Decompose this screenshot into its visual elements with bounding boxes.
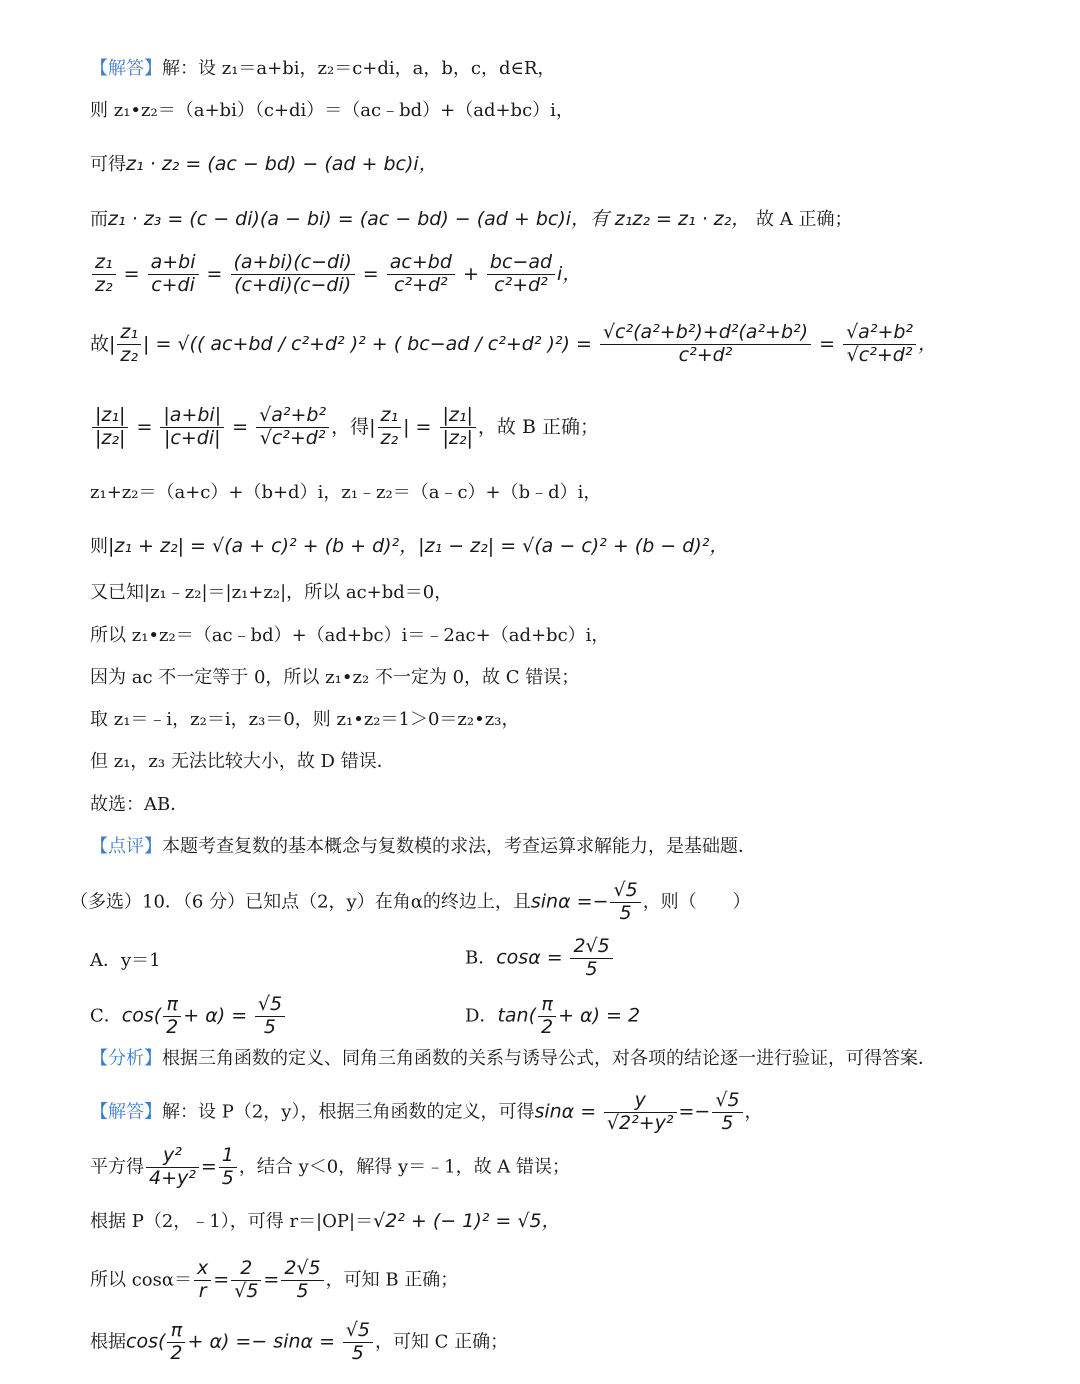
q9-solution-line-13: 取 z₁＝﹣i，z₂＝i，z₃＝0，则 z₁•z₂＝1＞0＝z₂•z₃， <box>90 709 520 730</box>
numerator: z₁ <box>117 322 141 345</box>
text: 所以 cosα＝ <box>90 1269 193 1291</box>
numerator: y <box>604 1090 677 1113</box>
numerator: √5 <box>255 994 285 1017</box>
text: 而 <box>90 209 108 230</box>
numerator: √a²+b² <box>843 322 916 345</box>
denominator: 5 <box>721 1111 734 1134</box>
math-expression: tan( <box>497 1004 536 1027</box>
denominator: √c²+d² <box>846 343 913 366</box>
math-expression: √2² + (− 1)² = √5， <box>373 1210 561 1232</box>
numerator: bc−ad <box>487 252 555 275</box>
text: 解：设 z₁＝a+bi，z₂＝c+di，a，b，c，d∈R， <box>162 58 556 79</box>
denominator: 4+y² <box>149 1166 196 1189</box>
numerator: |z₁| <box>92 405 128 428</box>
q10-solution-line-4: 所以 cosα＝ $\frac{x}{r}$ = $\frac{2}{√5}$ = $\frac{2√5}{5}$ ，可知 B 正确； <box>90 1257 459 1302</box>
fraction <box>160 405 224 450</box>
text: 根据 P（2，﹣1），可得 r＝|OP|＝ <box>90 1211 374 1232</box>
denominator: 5 <box>351 1341 364 1364</box>
denominator: c²+d² <box>678 343 733 366</box>
option-b <box>465 936 615 981</box>
numerator: a+bi <box>148 252 199 275</box>
fraction <box>231 252 355 297</box>
numerator: (a+bi)(c−di) <box>231 252 355 275</box>
denominator: c+di <box>151 273 195 296</box>
math-expression: cos( <box>126 1330 166 1353</box>
numerator: x <box>194 1258 211 1281</box>
fraction <box>146 1145 199 1190</box>
text: ，结合 y＜0，解得 y＝﹣1，故 A 错误； <box>238 1156 571 1178</box>
text: 则 <box>90 536 108 557</box>
denominator: r <box>198 1279 207 1302</box>
q9-comment <box>90 838 756 856</box>
q10-solution-line-1 <box>90 1090 763 1135</box>
denominator: |z₂| <box>442 426 473 449</box>
q10-solution-line-2 <box>90 1145 570 1190</box>
numerator: π <box>163 994 181 1017</box>
q9-final-answer: 故选：AB． <box>90 794 189 815</box>
q10-solution-line-5 <box>90 1320 508 1365</box>
q9-solution-line-12: 因为 ac 不一定等于 0，所以 z₁•z₂ 不一定为 0，故 C 错误； <box>90 667 580 688</box>
numerator: z₁ <box>378 405 402 428</box>
text: D． <box>465 1005 498 1027</box>
text: 故 <box>90 332 110 355</box>
q9-solution-line-14: 但 z₁，z₃ 无法比较大小，故 D 错误． <box>90 751 395 772</box>
numerator: π <box>167 1320 185 1343</box>
math-expression: + α) = 2 <box>558 1004 641 1027</box>
text: （多选）10．（6 分）已知点（2，y）在角α的终边上，且 <box>70 891 531 913</box>
denominator: z₂ <box>95 273 113 296</box>
fraction <box>163 994 181 1039</box>
text: ，可知 B 正确； <box>325 1269 459 1291</box>
text: ，可知 C 正确； <box>374 1331 509 1353</box>
text: 平方得 <box>90 1156 144 1178</box>
comment-tag: 【点评】 <box>90 836 162 857</box>
math-expression: sinα =− <box>530 890 609 913</box>
fraction <box>440 405 476 450</box>
denominator: 2 <box>170 1341 183 1364</box>
q9-solution-line-10: 又已知|z₁﹣z₂|＝|z₁+z₂|，所以 ac+bd＝0， <box>90 582 453 603</box>
option-a: A．y＝1 <box>90 950 161 971</box>
fraction <box>387 252 455 297</box>
math-expression: sinα = <box>534 1100 597 1123</box>
numerator: √5 <box>712 1090 742 1113</box>
text: ，则（ ） <box>642 891 751 913</box>
text: B． <box>465 947 497 969</box>
option-c <box>90 994 287 1039</box>
fraction <box>343 1320 373 1365</box>
denominator: |c+di| <box>164 426 221 449</box>
fraction <box>219 1145 237 1190</box>
fraction <box>92 405 128 450</box>
math-expression: cosα = <box>496 946 563 969</box>
q9-solution-line-2: 则 z₁•z₂＝（a+bi）（c+di）＝（ac﹣bd）+（ad+bc）i， <box>90 100 574 121</box>
q9-conjugate-line <box>90 155 438 174</box>
fraction <box>256 405 329 450</box>
fraction <box>600 322 811 367</box>
math-expression: + α) =− sinα = <box>187 1330 336 1353</box>
text: 根据三角函数的定义、同角三角函数的关系与诱导公式，对各项的结论逐一进行验证，可得答案． <box>162 1048 936 1069</box>
numerator: 2√5 <box>281 1258 323 1281</box>
math-expression: z₁ · z₂ = (ac − bd) − (ad + bc)i， <box>126 153 438 175</box>
text: C． <box>90 1005 122 1027</box>
denominator: c²+d² <box>494 273 548 296</box>
denominator: √c²+d² <box>259 426 326 449</box>
fraction <box>148 252 199 297</box>
numerator: √c²(a²+b²)+d²(a²+b²) <box>600 322 811 345</box>
denominator: 2 <box>541 1015 554 1038</box>
math-expression: + α) = <box>183 1004 248 1027</box>
denominator: |z₂| <box>95 426 126 449</box>
fraction <box>843 322 916 367</box>
fraction <box>255 994 285 1039</box>
fraction <box>538 994 556 1039</box>
q9-conjugate-product-line <box>90 210 852 229</box>
math-expression: z₁ · z₃ = (c − di)(a − bi) = (ac − bd) − (ad + bc)i，有 <box>108 208 610 230</box>
fraction <box>167 1320 185 1365</box>
q10-analysis <box>90 1050 936 1068</box>
denominator: 5 <box>263 1015 276 1038</box>
q9-solution-line-11: 所以 z₁•z₂＝（ac﹣bd）+（ad+bc）i＝﹣2ac+（ad+bc）i， <box>90 625 610 646</box>
text: ， <box>744 1101 763 1123</box>
math-expression: = <box>200 1155 217 1178</box>
answer-tag: 【解答】 <box>90 1101 162 1123</box>
denominator: z₂ <box>380 426 399 449</box>
numerator: √a²+b² <box>256 405 329 428</box>
numerator: √5 <box>343 1320 373 1343</box>
denominator: 5 <box>221 1166 234 1189</box>
text: 可得 <box>90 154 126 175</box>
math-expression: cos( <box>121 1004 162 1027</box>
math-expression: z₁z₂ = z₁ · z₂， <box>614 208 751 230</box>
radical-expression: √(( ac+bd / c²+d² )² + ( bc−ad / c²+d² )²) <box>177 332 570 355</box>
numerator: |z₁| <box>440 405 476 428</box>
q9-quotient-line: $\frac{\text{z₁}}{\text{z₂}}$ = $\frac{a+bi}{c+di}$ = $\frac{(a+bi)(c-di)}{(c+di)(c-di)}$ = $\frac{ac+bd}{\text{c²+d²}}$ + $\frac{bc-ad}{\text{c²+d²}}$ i， <box>90 252 581 297</box>
fraction <box>92 252 116 297</box>
denominator: √2²+y² <box>606 1111 674 1134</box>
text: 本题考查复数的基本概念与复数模的求法，考查运算求解能力，是基础题． <box>162 836 756 857</box>
fraction <box>378 405 402 450</box>
q9-solution-line-1 <box>90 60 555 78</box>
denominator: (c+di)(c−di) <box>234 273 352 296</box>
numerator: z₁ <box>92 252 116 275</box>
fraction <box>487 252 555 297</box>
text: 解：设 P（2，y），根据三角函数的定义，可得 <box>162 1101 535 1123</box>
fraction <box>570 936 612 981</box>
numerator: |a+bi| <box>160 405 224 428</box>
numerator: 2 <box>231 1258 261 1281</box>
fraction <box>712 1090 742 1135</box>
denominator: 5 <box>619 901 632 924</box>
denominator: √5 <box>234 1279 259 1302</box>
fraction <box>604 1090 677 1135</box>
denominator: 5 <box>296 1279 309 1302</box>
denominator: c²+d² <box>394 273 448 296</box>
numerator: y² <box>146 1145 199 1168</box>
q9-sum-diff-modulus-line <box>90 537 728 556</box>
text: 根据 <box>90 1331 126 1353</box>
numerator: √5 <box>610 880 640 903</box>
text: ，得 <box>331 415 370 438</box>
math-expression: |z₁ + z₂| = √(a + c)² + (b + d)²，|z₁ − z₂| = √(a − c)² + (b − d)²， <box>108 535 729 557</box>
denominator: z₂ <box>120 343 139 366</box>
answer-tag: 【解答】 <box>90 58 162 79</box>
q9-modulus-line: 故| $\frac{\text{z₁}}{\text{z₂}}$ | = √(( ac+bd / c²+d² )² + ( bc−ad / c²+d² )²) = $\frac{\text{√c²(a²+b²)+d²(a²+b²)}}{\text{c²+d²}}$ = $\frac{\text{√a²+b²}}{\text{√c²+d²}}$ ， <box>90 321 938 366</box>
fraction <box>117 322 141 367</box>
q10-solution-line-3 <box>90 1212 561 1231</box>
option-d <box>465 994 640 1039</box>
text: ，故 B 正确； <box>477 415 599 438</box>
numerator: ac+bd <box>387 252 455 275</box>
fraction <box>194 1258 211 1303</box>
fraction <box>231 1258 261 1303</box>
text: 故 A 正确； <box>756 209 853 230</box>
denominator: 5 <box>585 957 598 980</box>
fraction <box>610 880 640 925</box>
text: i， <box>557 262 582 285</box>
numerator: π <box>538 994 556 1017</box>
numerator: 2√5 <box>570 936 612 959</box>
numerator: 1 <box>219 1145 237 1168</box>
q9-sum-diff-line: z₁+z₂＝（a+c）+（b+d）i，z₁﹣z₂＝（a﹣c）+（b﹣d）i， <box>90 482 602 503</box>
fraction <box>281 1258 323 1303</box>
q9-modulus-ratio-line: $\frac{\text{|z₁|}}{\text{|z₂|}}$ = $\frac{|a+bi|}{|c+di|}$ = $\frac{\text{√a²+b²}}{\text{√c²+d²}}$ ，得| $\frac{\text{z₁}}{\text{z₂}}$ | = $\frac{\text{|z₁|}}{\text{|z₂|}}$ ，故 B 正确； <box>90 405 599 450</box>
math-expression: =− <box>678 1100 711 1123</box>
denominator: 2 <box>166 1015 179 1038</box>
q10-stem <box>70 880 751 925</box>
analysis-tag: 【分析】 <box>90 1048 162 1069</box>
